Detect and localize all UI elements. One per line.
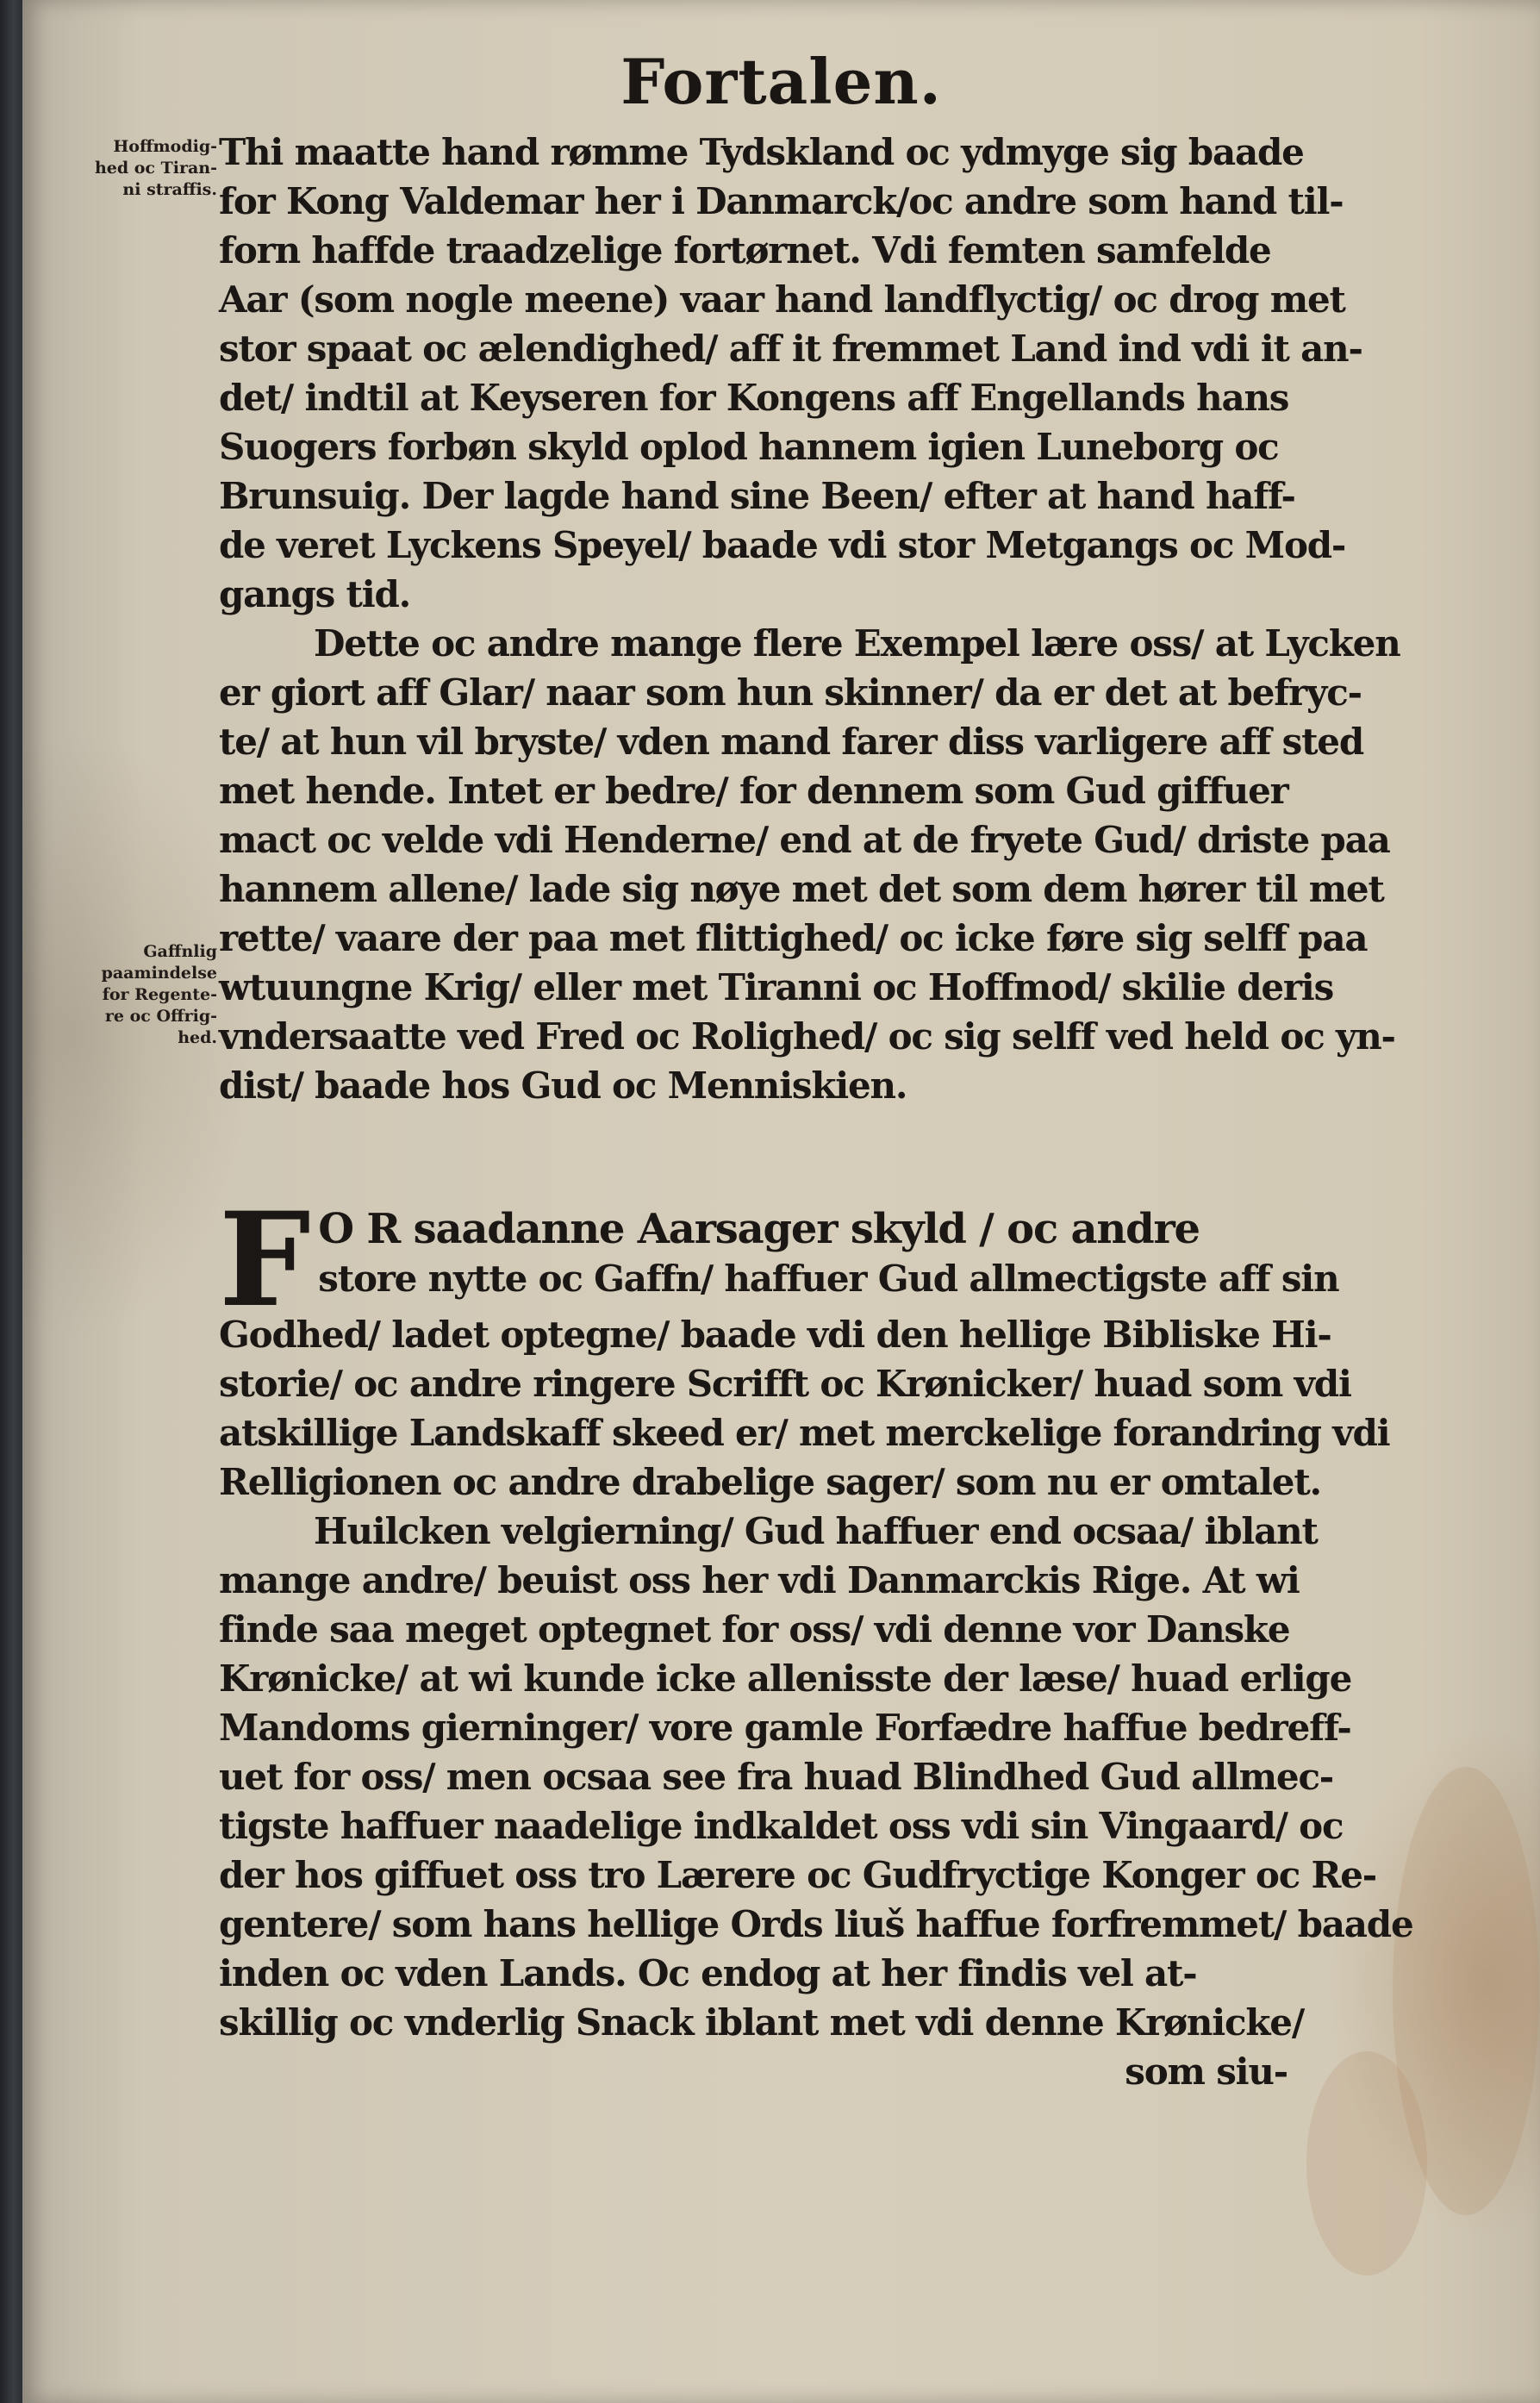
text-line: stor spaat oc ælendighed/ aff it fremmet Land ind vdi it an-	[219, 328, 1362, 370]
text-line: inden oc vden Lands. Oc endog at her findis vel at-	[219, 1952, 1197, 1994]
margin-note-line: re oc Offrig-	[104, 1007, 217, 1026]
text-line: Huilcken velgierning/ Gud haffuer end ocsaa/ iblant	[314, 1510, 1318, 1552]
book-page	[22, 0, 1540, 2403]
text-line: Krønicke/ at wi kunde icke allenisste der læse/ huad erlige	[219, 1657, 1352, 1700]
drop-cap-initial: F	[219, 1184, 310, 1336]
water-stain	[1306, 2051, 1427, 2275]
text-line: Mandoms gierninger/ vore gamle Forfædre haffue bedreff-	[219, 1707, 1351, 1749]
text-line: tigste haffuer naadelige indkaldet oss vdi sin Vingaard/ oc	[219, 1805, 1344, 1847]
text-line: skillig oc vnderlig Snack iblant met vdi denne Krønicke/	[219, 2001, 1304, 2044]
margin-note-line: for Regente-	[102, 985, 217, 1004]
paragraph-2	[219, 619, 1400, 1110]
text-line: uet for oss/ men ocsaa see fra huad Blindhed Gud allmec-	[219, 1756, 1334, 1798]
catchword	[219, 2047, 1296, 2096]
text-line: storie/ oc andre ringere Scrifft oc Krønicker/ huad som vdi	[219, 1363, 1351, 1405]
margin-note-line: hed.	[178, 1028, 217, 1047]
text-line: Godhed/ ladet optegne/ baade vdi den hellige Bibliske Hi-	[219, 1314, 1331, 1356]
text-line: mact oc velde vdi Henderne/ end at de fryete Gud/ driste paa	[219, 819, 1390, 861]
text-line: dist/ baade hos Gud oc Menniskien.	[219, 1064, 907, 1107]
text-line: Suogers forbøn skyld oplod hannem igien Luneborg oc	[219, 426, 1279, 468]
text-line: vndersaatte ved Fred oc Rolighed/ oc sig selff ved held oc yn-	[219, 1015, 1395, 1058]
margin-note-paamindelse	[45, 941, 217, 1049]
text-line: rette/ vaare der paa met flittighed/ oc icke føre sig selff paa	[219, 917, 1368, 959]
paragraph-4	[219, 1507, 1413, 2047]
text-line: de veret Lyckens Speyel/ baade vdi stor Metgangs oc Mod-	[219, 524, 1346, 566]
text-line: gangs tid.	[219, 573, 411, 615]
text-line: Brunsuig. Der lagde hand sine Been/ efter at hand haff-	[219, 475, 1295, 517]
text-line: store nytte oc Gaffn/ haffuer Gud allmectigste aff sin	[318, 1258, 1339, 1300]
text-line: te/ at hun vil bryste/ vden mand farer diss varligere aff sted	[219, 721, 1363, 763]
paragraph-1	[219, 128, 1362, 619]
text-line: Dette oc andre mange flere Exempel lære oss/ at Lycken	[314, 622, 1400, 665]
text-line: hannem allene/ lade sig nøye met det som dem hører til met	[219, 868, 1384, 910]
margin-note-line: hed oc Tiran-	[94, 159, 217, 178]
text-line: det/ indtil at Keyseren for Kongens aff Engellands hans	[219, 377, 1289, 419]
margin-note-hoffmodighed	[45, 136, 217, 201]
text-column-top	[219, 128, 1400, 1110]
text-column-bottom	[219, 1184, 1413, 2096]
text-line: for Kong Valdemar her i Danmarck/oc andre som hand til-	[219, 180, 1344, 222]
catchword-text: som siu-	[1125, 2050, 1287, 2093]
text-line: met hende. Intet er bedre/ for dennem som Gud giffuer	[219, 770, 1288, 812]
text-line: er giort aff Glar/ naar som hun skinner/ da er det at befryc-	[219, 671, 1362, 714]
text-line: finde saa meget optegnet for oss/ vdi denne vor Danske	[219, 1608, 1290, 1651]
margin-note-line: Hoffmodig-	[113, 137, 217, 156]
text-line: mange andre/ beuist oss her vdi Danmarckis Rige. At wi	[219, 1559, 1300, 1601]
paragraph-3	[219, 1184, 1390, 1507]
text-line: atskillige Landskaff skeed er/ met merckelige forandring vdi	[219, 1412, 1390, 1454]
text-line: der hos giffuet oss tro Lærere oc Gudfryctige Konger oc Re-	[219, 1854, 1376, 1896]
text-line: gentere/ som hans hellige Ords liuš haffue forfremmet/ baade	[219, 1903, 1413, 1945]
text-line: wtuungne Krig/ eller met Tiranni oc Hoffmod/ skilie deris	[219, 966, 1334, 1008]
text-line: Aar (som nogle meene) vaar hand landflyctig/ oc drog met	[219, 278, 1345, 321]
text-line: Relligionen oc andre drabelige sager/ som nu er omtalet.	[219, 1461, 1321, 1503]
text-line-lead: O R saadanne Aarsager skyld / oc andre	[318, 1205, 1200, 1253]
margin-note-line: Gaffnlig	[143, 942, 217, 961]
page-headline: Fortalen.	[620, 45, 942, 118]
text-line: Thi maatte hand rømme Tydskland oc ydmyge sig baade	[219, 131, 1304, 173]
binding-edge	[0, 0, 22, 2403]
margin-note-line: ni straffis.	[122, 180, 217, 199]
margin-note-line: paamindelse	[101, 964, 217, 983]
text-line: forn haffde traadzelige fortørnet. Vdi femten samfelde	[219, 229, 1271, 272]
